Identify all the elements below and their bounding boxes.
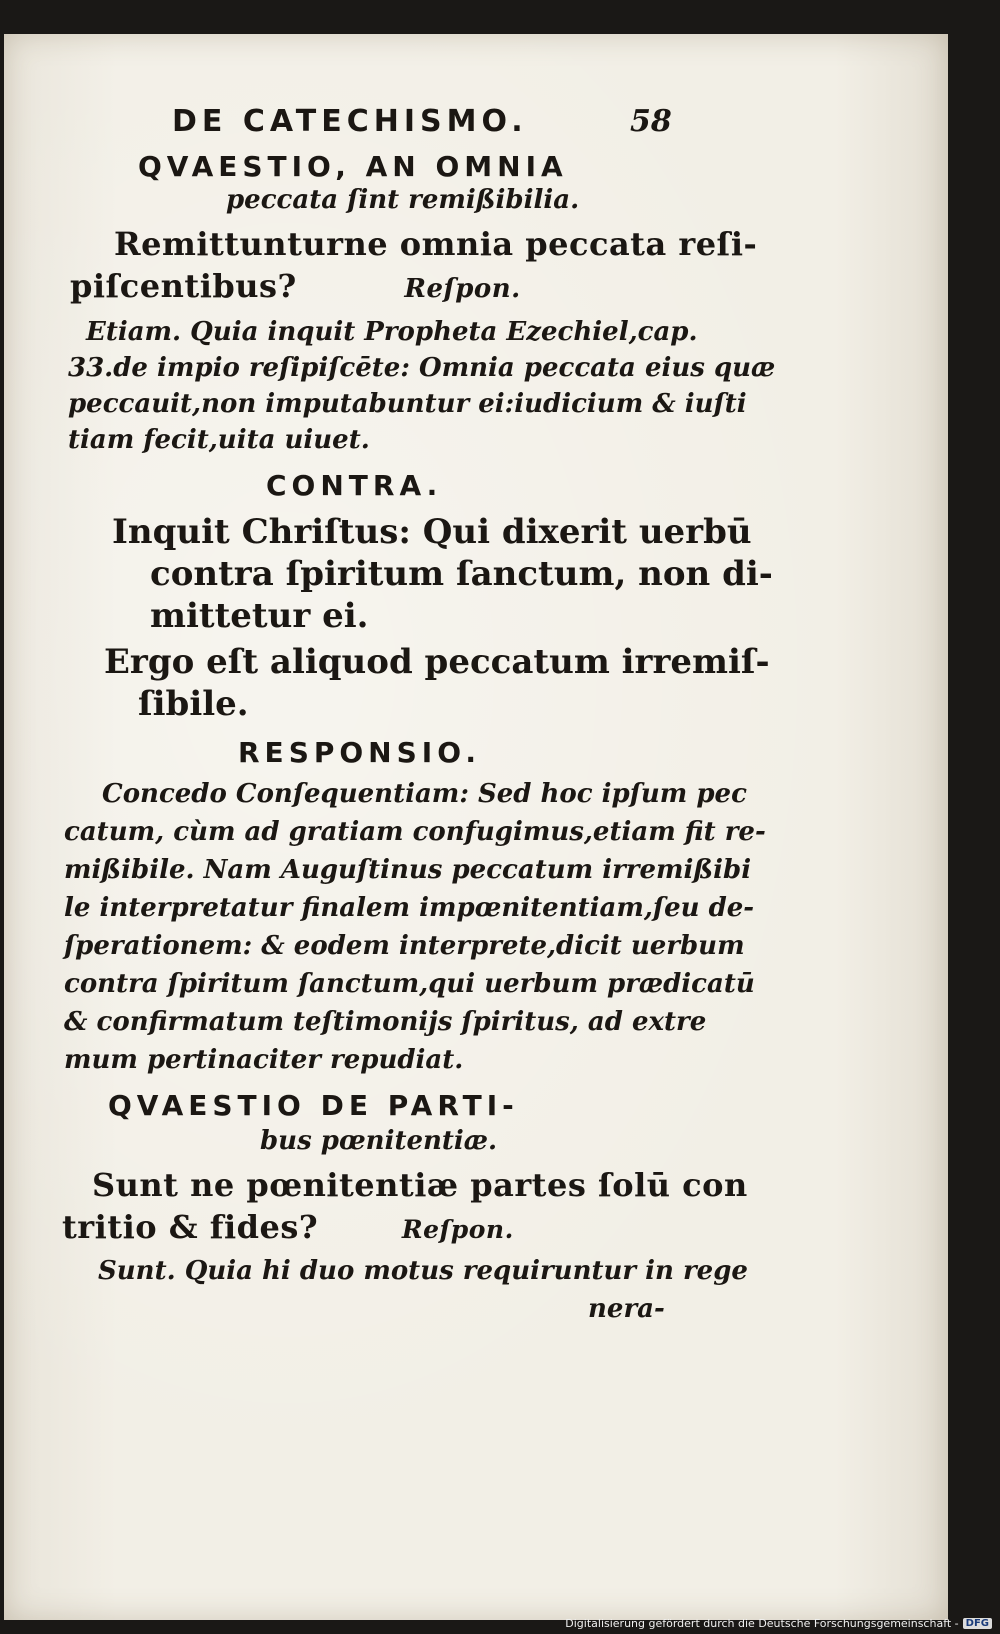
question-heading-subline: bus pœnitentiæ.: [260, 1126, 498, 1156]
book-page: [4, 34, 948, 1620]
question-heading-subline: peccata ſint remißibilia.: [226, 185, 580, 215]
responsio-line: contra ſpiritum ſanctum,qui uerbum prædicatū: [64, 969, 755, 999]
answer-line: Etiam. Quia inquit Propheta Ezechiel,cap.: [86, 317, 698, 347]
question-heading: QVAESTIO, AN OMNIA: [138, 150, 568, 183]
running-title: DE CATECHISMO.: [172, 104, 528, 139]
answer-line: peccauit,non imputabuntur ei:iudicium & iuſti: [68, 389, 747, 419]
folio-number: 58: [630, 104, 672, 139]
digitization-credit: [565, 1617, 992, 1630]
question-text: Remittunturne omnia peccata reſi-: [114, 225, 758, 263]
running-header: [172, 104, 702, 144]
answer-line: Sunt. Quia hi duo motus requiruntur in rege: [98, 1256, 748, 1286]
responsio-line: Concedo Conſequentiam: Sed hoc ipſum pec: [102, 779, 747, 809]
question-text-end: piſcentibus?: [70, 267, 297, 305]
responsio-line: catum, cùm ad gratiam confugimus,etiam fit re-: [64, 817, 766, 847]
contra-conclusion: ſibile.: [138, 684, 249, 724]
page-text: [62, 104, 776, 1324]
respon-label: Reſpon.: [401, 1215, 514, 1244]
question-heading: QVAESTIO DE PARTI-: [108, 1089, 519, 1122]
dfg-logo: DFG: [963, 1618, 992, 1629]
question-text-end: tritio & fides?: [62, 1208, 319, 1246]
responsio-line: & confirmatum teſtimonijs ſpiritus, ad extre: [64, 1007, 707, 1037]
contra-text: contra ſpiritum ſanctum, non di-: [150, 554, 773, 594]
answer-line: 33.de impio reſipiſcēte: Omnia peccata eius quæ: [68, 353, 776, 383]
responsio-line: mum pertinaciter repudiat.: [64, 1045, 464, 1075]
credit-text: Digitalisierung gefördert durch die Deutsche Forschungsgemeinschaft -: [565, 1617, 959, 1630]
question-text-cont: [62, 1208, 702, 1246]
responsio-line: mißibile. Nam Auguſtinus peccatum irremißibi: [64, 855, 752, 885]
responsio-line: le interpretatur finalem impœnitentiam,ſeu de-: [64, 893, 755, 923]
contra-heading: CONTRA.: [266, 469, 443, 502]
responsio-line: ſperationem: & eodem interprete,dicit uerbum: [64, 931, 745, 961]
question-text: Sunt ne pœnitentiæ partes ſolū con: [92, 1166, 748, 1204]
contra-text: mittetur ei.: [150, 596, 369, 636]
contra-conclusion: Ergo eſt aliquod peccatum irremiſ-: [104, 642, 770, 682]
contra-text: Inquit Chriſtus: Qui dixerit uerbū: [112, 512, 752, 552]
respon-label: Reſpon.: [404, 274, 521, 304]
question-text-cont: [70, 267, 702, 305]
catchword: nera-: [588, 1294, 665, 1324]
answer-line: tiam fecit,uita uiuet.: [68, 425, 370, 455]
responsio-heading: RESPONSIO.: [238, 736, 482, 769]
